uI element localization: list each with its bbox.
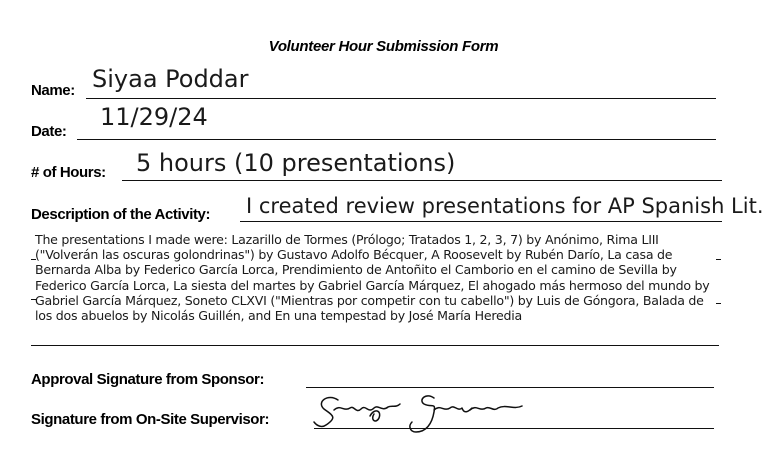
name-line [86, 98, 716, 99]
hours-label: # of Hours: [31, 164, 106, 181]
description-line [240, 221, 722, 222]
description-label: Description of the Activity: [31, 206, 211, 223]
description-detail: The presentations I made were: Lazarillo de Tormes (Prólogo; Tratados 1, 2, 3, 7) by Anónimo, Rima LIII ("Volverán las oscuras golondrinas") by Gustavo Adolfo Bécquer, A Roosevelt by Rubén Darío, La casa de Bernarda Alba by Federico García Lorca, Prendimiento de Antoñito el Camborio en el camino de Sevilla by Federico García Lorca, La siesta del martes by Gabriel García Márquez, El ahogado más hermoso del mundo by Gabriel García Márquez, Soneto CLXVI ("Mientras por competir con tu cabello") by Luis de Góngora, Balada de los dos abuelos by Nicolás Guillén, and En una tempestad by José María Heredia [35, 232, 710, 324]
name-value: Siyaa Poddar [92, 65, 249, 93]
date-label: Date: [31, 123, 67, 140]
date-value: 11/29/24 [100, 103, 208, 131]
form-title: Volunteer Hour Submission Form [268, 38, 499, 55]
description-line-marker [31, 299, 36, 300]
supervisor-signature-label: Signature from On-Site Supervisor: [31, 411, 270, 428]
hours-value: 5 hours (10 presentations) [136, 149, 456, 177]
date-line [77, 139, 716, 140]
sponsor-signature-label: Approval Signature from Sponsor: [31, 371, 265, 388]
hours-line [122, 180, 722, 181]
description-value: I created review presentations for AP Spanish Lit. [246, 194, 764, 218]
description-line-marker [716, 303, 721, 304]
sponsor-signature-line [306, 387, 714, 388]
description-line-marker [31, 259, 36, 260]
description-line-marker [716, 259, 721, 260]
supervisor-signature [312, 390, 527, 440]
name-label: Name: [31, 82, 75, 99]
description-line [31, 345, 719, 346]
